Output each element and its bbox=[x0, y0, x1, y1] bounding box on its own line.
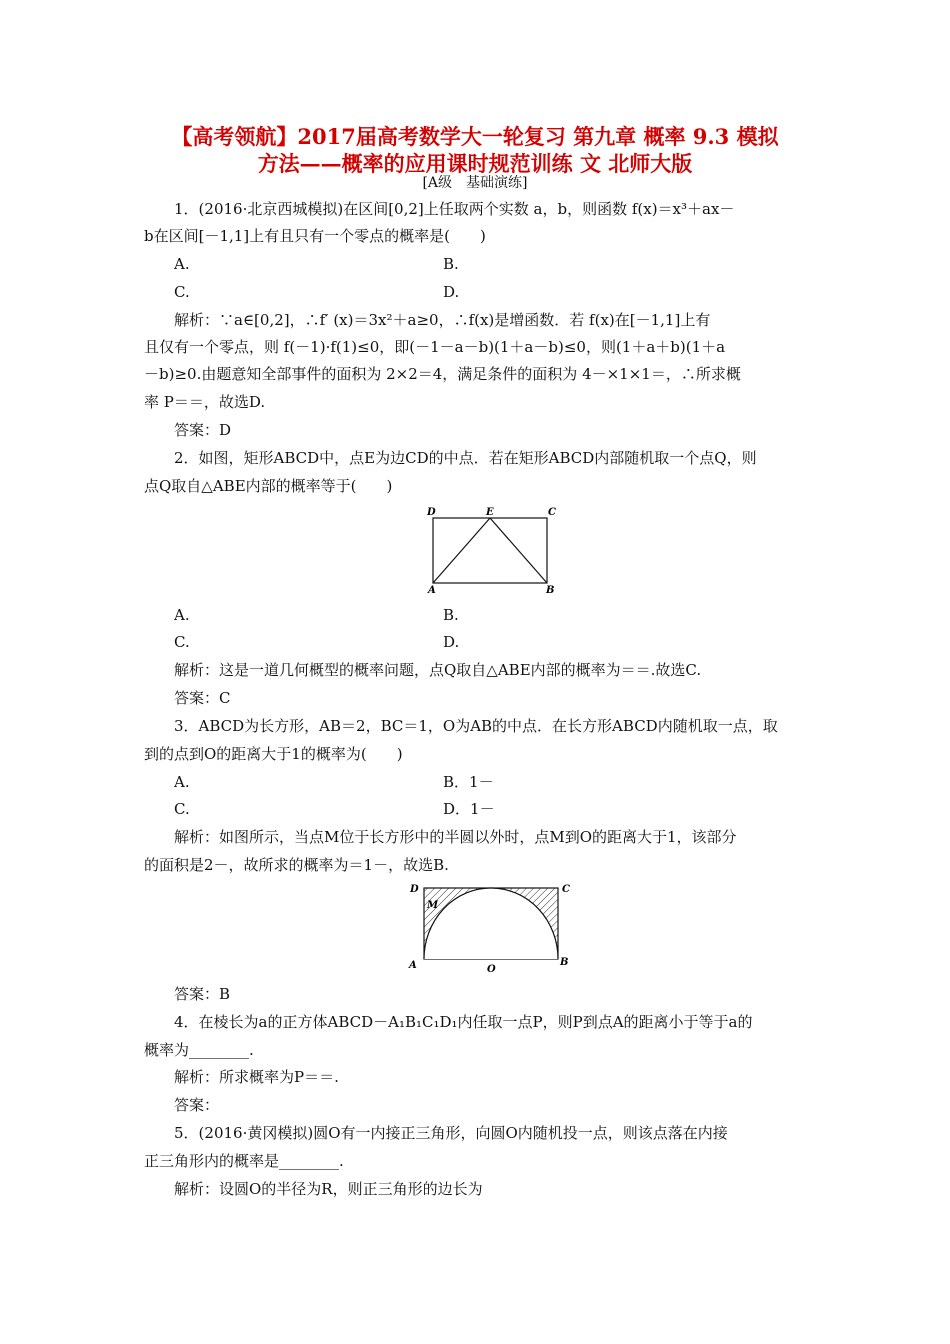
q3-solution-1: 解析：如图所示，当点M位于长方形中的半圆以外时，点M到O的距离大于1，该部分 bbox=[174, 828, 737, 846]
q3-option-b: B．1－ bbox=[443, 773, 494, 791]
label-b: B bbox=[546, 585, 555, 596]
q5-line-1: 5．(2016·黄冈模拟)圆O有一内接正三角形，向圆O内随机投一点，则该点落在内接 bbox=[174, 1124, 728, 1142]
q2-option-a: A. bbox=[174, 606, 190, 624]
semicircle-rectangle-figure bbox=[402, 878, 584, 978]
label-d: D bbox=[410, 884, 419, 895]
q1-option-d: D. bbox=[443, 283, 460, 301]
q2-answer: 答案：C bbox=[174, 689, 231, 707]
label-o: O bbox=[487, 964, 496, 975]
document-title bbox=[120, 123, 830, 177]
q4-line-1: 4．在棱长为a的正方体ABCD－A₁B₁C₁D₁内任取一点P，则P到点A的距离小于等于a的 bbox=[174, 1013, 753, 1031]
q3-option-c: C. bbox=[174, 800, 190, 818]
q1-line-2: b在区间[－1,1]上有且只有一个零点的概率是( ) bbox=[144, 227, 486, 245]
q5-line-2: 正三角形内的概率是________. bbox=[144, 1152, 344, 1170]
q4-line-2: 概率为________. bbox=[144, 1041, 254, 1059]
q3-option-a: A. bbox=[174, 773, 190, 791]
label-c: C bbox=[548, 507, 556, 518]
q3-answer: 答案：B bbox=[174, 985, 231, 1003]
segment-eb bbox=[490, 518, 547, 583]
label-d: D bbox=[427, 507, 436, 518]
q2-option-c: C. bbox=[174, 633, 190, 651]
q2-line-1: 2．如图，矩形ABCD中，点E为边CD的中点．若在矩形ABCD内部随机取一个点Q，则 bbox=[174, 449, 757, 467]
q2-line-2: 点Q取自△ABE内部的概率等于( ) bbox=[144, 477, 393, 495]
label-c: C bbox=[562, 884, 570, 895]
q3-solution-2: 的面积是2－，故所求的概率为＝1－，故选B. bbox=[144, 856, 449, 874]
q3-option-d: D．1－ bbox=[443, 800, 495, 818]
section-subtitle: [A级 基础演练] bbox=[422, 175, 528, 191]
q3-line-2: 到的点到O的距离大于1的概率为( ) bbox=[144, 745, 403, 763]
q1-solution-4: 率 P＝＝，故选D. bbox=[144, 393, 266, 411]
segment-ae bbox=[433, 518, 490, 583]
q2-solution-1: 解析：这是一道几何概型的概率问题，点Q取自△ABE内部的概率为＝＝.故选C. bbox=[174, 661, 702, 679]
q1-answer: 答案：D bbox=[174, 421, 232, 439]
q1-solution-3: －b)≥0.由题意知全部事件的面积为 2×2＝4，满足条件的面积为 4－×1×1＝，∴所求概 bbox=[144, 365, 741, 383]
label-b: B bbox=[560, 957, 569, 968]
q1-line-1: 1．(2016·北京西城模拟)在区间[0,2]上任取两个实数 a，b，则函数 f(x)＝x³＋ax－ bbox=[174, 200, 735, 218]
q4-answer: 答案： bbox=[174, 1096, 220, 1114]
q1-solution-2: 且仅有一个零点，则 f(－1)·f(1)≤0，即(－1－a－b)(1＋a－b)≤0，则(1＋a＋b)(1＋a bbox=[144, 338, 726, 356]
title-line-2: 方法——概率的应用课时规范训练 文 北师大版 bbox=[257, 151, 693, 176]
q1-option-a: A. bbox=[174, 255, 190, 273]
q1-solution-1: 解析：∵a∈[0,2]，∴f′ (x)＝3x²＋a≥0，∴f(x)是增函数．若 f(x)在[－1,1]上有 bbox=[174, 311, 711, 329]
q2-option-b: B. bbox=[443, 606, 459, 624]
q3-line-1: 3．ABCD为长方形，AB＝2，BC＝1，O为AB的中点．在长方形ABCD内随机取一点，取 bbox=[174, 717, 778, 735]
q2-option-d: D. bbox=[443, 633, 460, 651]
rectangle-abcd bbox=[433, 518, 547, 583]
rectangle-abcd-figure bbox=[420, 504, 565, 596]
label-m: M bbox=[427, 900, 439, 911]
label-a: A bbox=[409, 960, 417, 971]
q1-option-b: B. bbox=[443, 255, 459, 273]
q5-solution-1: 解析：设圆O的半径为R，则正三角形的边长为 bbox=[174, 1180, 483, 1198]
q1-option-c: C. bbox=[174, 283, 190, 301]
q4-solution-1: 解析：所求概率为P＝＝. bbox=[174, 1068, 339, 1086]
title-line-1: 【高考领航】2017届高考数学大一轮复习 第九章 概率 9.3 模拟 bbox=[171, 124, 779, 149]
label-a: A bbox=[428, 585, 436, 596]
label-e: E bbox=[486, 507, 494, 518]
